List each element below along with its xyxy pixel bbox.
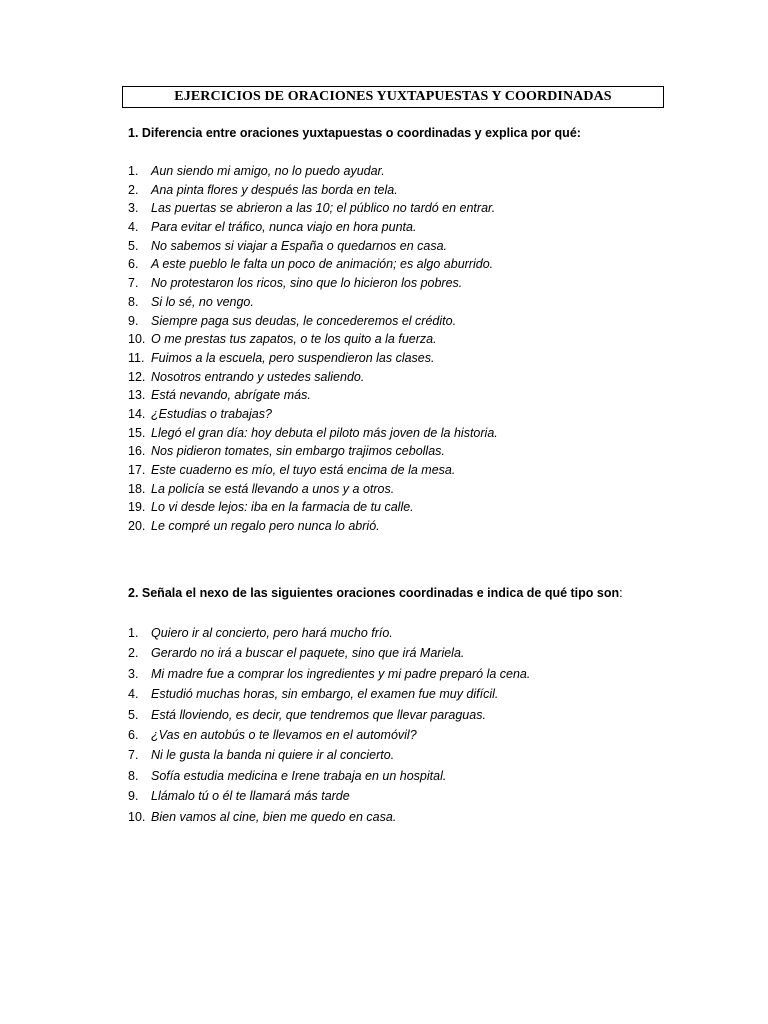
item-number: 20.: [128, 519, 146, 534]
item-sentence: A este pueblo le falta un poco de animación; es algo aburrido.: [151, 257, 494, 272]
section-1-heading-text: 1. Diferencia entre oraciones yuxtapuestas o coordinadas y explica por qué:: [128, 126, 581, 140]
list-item: [128, 405, 498, 424]
item-number: 1.: [128, 164, 139, 178]
item-number: 6.: [128, 257, 139, 272]
list-item: [128, 293, 498, 312]
item-sentence: Llegó el gran día: hoy debuta el piloto más joven de la historia.: [151, 425, 498, 440]
item-sentence: Aun siendo mi amigo, no lo puedo ayudar.: [151, 164, 385, 178]
item-sentence: Fuimos a la escuela, pero suspendieron las clases.: [151, 350, 435, 365]
list-item: [128, 643, 530, 663]
list-item: [128, 745, 530, 765]
list-item: [128, 181, 498, 200]
section-2-heading-text: 2. Señala el nexo de las siguientes oraciones coordinadas e indica de qué tipo son: [128, 586, 620, 600]
item-number: 9.: [128, 789, 139, 804]
item-sentence: ¿Vas en autobús o te llevamos en el automóvil?: [151, 727, 417, 742]
item-sentence: Mi madre fue a comprar los ingredientes y mi padre preparó la cena.: [151, 666, 531, 681]
item-number: 14.: [128, 406, 146, 421]
item-sentence: La policía se está llevando a unos y a otros.: [151, 481, 395, 496]
section-1-heading: [128, 126, 581, 140]
item-number: 2.: [128, 646, 139, 661]
item-number: 6.: [128, 727, 139, 742]
item-sentence: Sofía estudia medicina e Irene trabaja en un hospital.: [151, 768, 447, 783]
item-number: 17.: [128, 463, 146, 477]
item-sentence: No sabemos si viajar a España o quedarnos en casa.: [151, 238, 448, 253]
list-item: [128, 480, 498, 499]
item-sentence: O me prestas tus zapatos, o te los quito a la fuerza.: [151, 332, 437, 347]
item-number: 8.: [128, 768, 139, 783]
section-2-heading-colon: :: [619, 586, 623, 600]
item-number: 2.: [128, 182, 139, 197]
item-sentence: Gerardo no irá a buscar el paquete, sino que irá Mariela.: [151, 646, 465, 661]
item-sentence: Siempre paga sus deudas, le concederemos el crédito.: [151, 313, 457, 328]
section-2-heading: [128, 586, 623, 600]
section-1-list: [128, 162, 498, 536]
section-2-list: [128, 623, 530, 827]
item-number: 9.: [128, 313, 139, 328]
list-item: [128, 162, 498, 181]
list-item: [128, 349, 498, 368]
item-number: 4.: [128, 687, 139, 702]
list-item: [128, 312, 498, 331]
item-sentence: Nosotros entrando y ustedes saliendo.: [151, 369, 365, 384]
item-sentence: Quiero ir al concierto, pero hará mucho frío.: [151, 626, 393, 640]
item-number: 19.: [128, 500, 146, 515]
list-item: [128, 807, 530, 827]
list-item: [128, 786, 530, 806]
item-number: 8.: [128, 294, 139, 309]
item-sentence: Llámalo tú o él te llamará más tarde: [151, 789, 350, 804]
item-number: 1.: [128, 626, 139, 640]
list-item: [128, 684, 530, 704]
list-item: [128, 386, 498, 405]
item-number: 10.: [128, 809, 146, 824]
item-number: 11.: [128, 350, 145, 365]
item-number: 7.: [128, 276, 139, 291]
list-item: [128, 623, 530, 643]
item-number: 3.: [128, 666, 139, 681]
item-sentence: ¿Estudias o trabajas?: [151, 406, 272, 421]
list-item: [128, 218, 498, 237]
item-number: 5.: [128, 707, 139, 722]
item-sentence: Le compré un regalo pero nunca lo abrió.: [151, 519, 380, 534]
list-item: [128, 517, 498, 536]
document-title: EJERCICIOS DE ORACIONES YUXTAPUESTAS Y COORDINADAS: [122, 86, 664, 108]
list-item: [128, 725, 530, 745]
item-sentence: Bien vamos al cine, bien me quedo en casa.: [151, 809, 397, 824]
list-item: [128, 237, 498, 256]
item-number: 4.: [128, 220, 139, 235]
item-sentence: Está lloviendo, es decir, que tendremos que llevar paraguas.: [151, 707, 486, 722]
item-sentence: Estudió muchas horas, sin embargo, el examen fue muy difícil.: [151, 687, 499, 702]
item-number: 16.: [128, 444, 146, 459]
item-sentence: Este cuaderno es mío, el tuyo está encima de la mesa.: [151, 463, 456, 477]
list-item: [128, 274, 498, 293]
item-sentence: Ana pinta flores y después las borda en tela.: [151, 182, 398, 197]
item-sentence: Para evitar el tráfico, nunca viajo en hora punta.: [151, 220, 417, 235]
list-item: [128, 442, 498, 461]
list-item: [128, 424, 498, 443]
list-item: [128, 664, 530, 684]
item-number: 18.: [128, 481, 146, 496]
list-item: [128, 330, 498, 349]
list-item: [128, 368, 498, 387]
list-item: [128, 498, 498, 517]
item-sentence: Ni le gusta la banda ni quiere ir al concierto.: [151, 748, 395, 763]
item-sentence: Si lo sé, no vengo.: [151, 294, 254, 309]
item-sentence: Está nevando, abrígate más.: [151, 388, 311, 403]
item-sentence: Lo vi desde lejos: iba en la farmacia de tu calle.: [151, 500, 414, 515]
item-sentence: Las puertas se abrieron a las 10; el público no tardó en entrar.: [151, 201, 496, 216]
item-sentence: Nos pidieron tomates, sin embargo trajimos cebollas.: [151, 444, 445, 459]
list-item: [128, 705, 530, 725]
item-number: 13.: [128, 388, 146, 403]
item-number: 5.: [128, 238, 139, 253]
item-sentence: No protestaron los ricos, sino que lo hicieron los pobres.: [151, 276, 463, 291]
list-item: [128, 766, 530, 786]
item-number: 3.: [128, 201, 139, 216]
list-item: [128, 461, 498, 480]
item-number: 7.: [128, 748, 139, 763]
item-number: 10.: [128, 332, 146, 347]
item-number: 15.: [128, 425, 146, 440]
item-number: 12.: [128, 369, 146, 384]
list-item: [128, 255, 498, 274]
list-item: [128, 199, 498, 218]
